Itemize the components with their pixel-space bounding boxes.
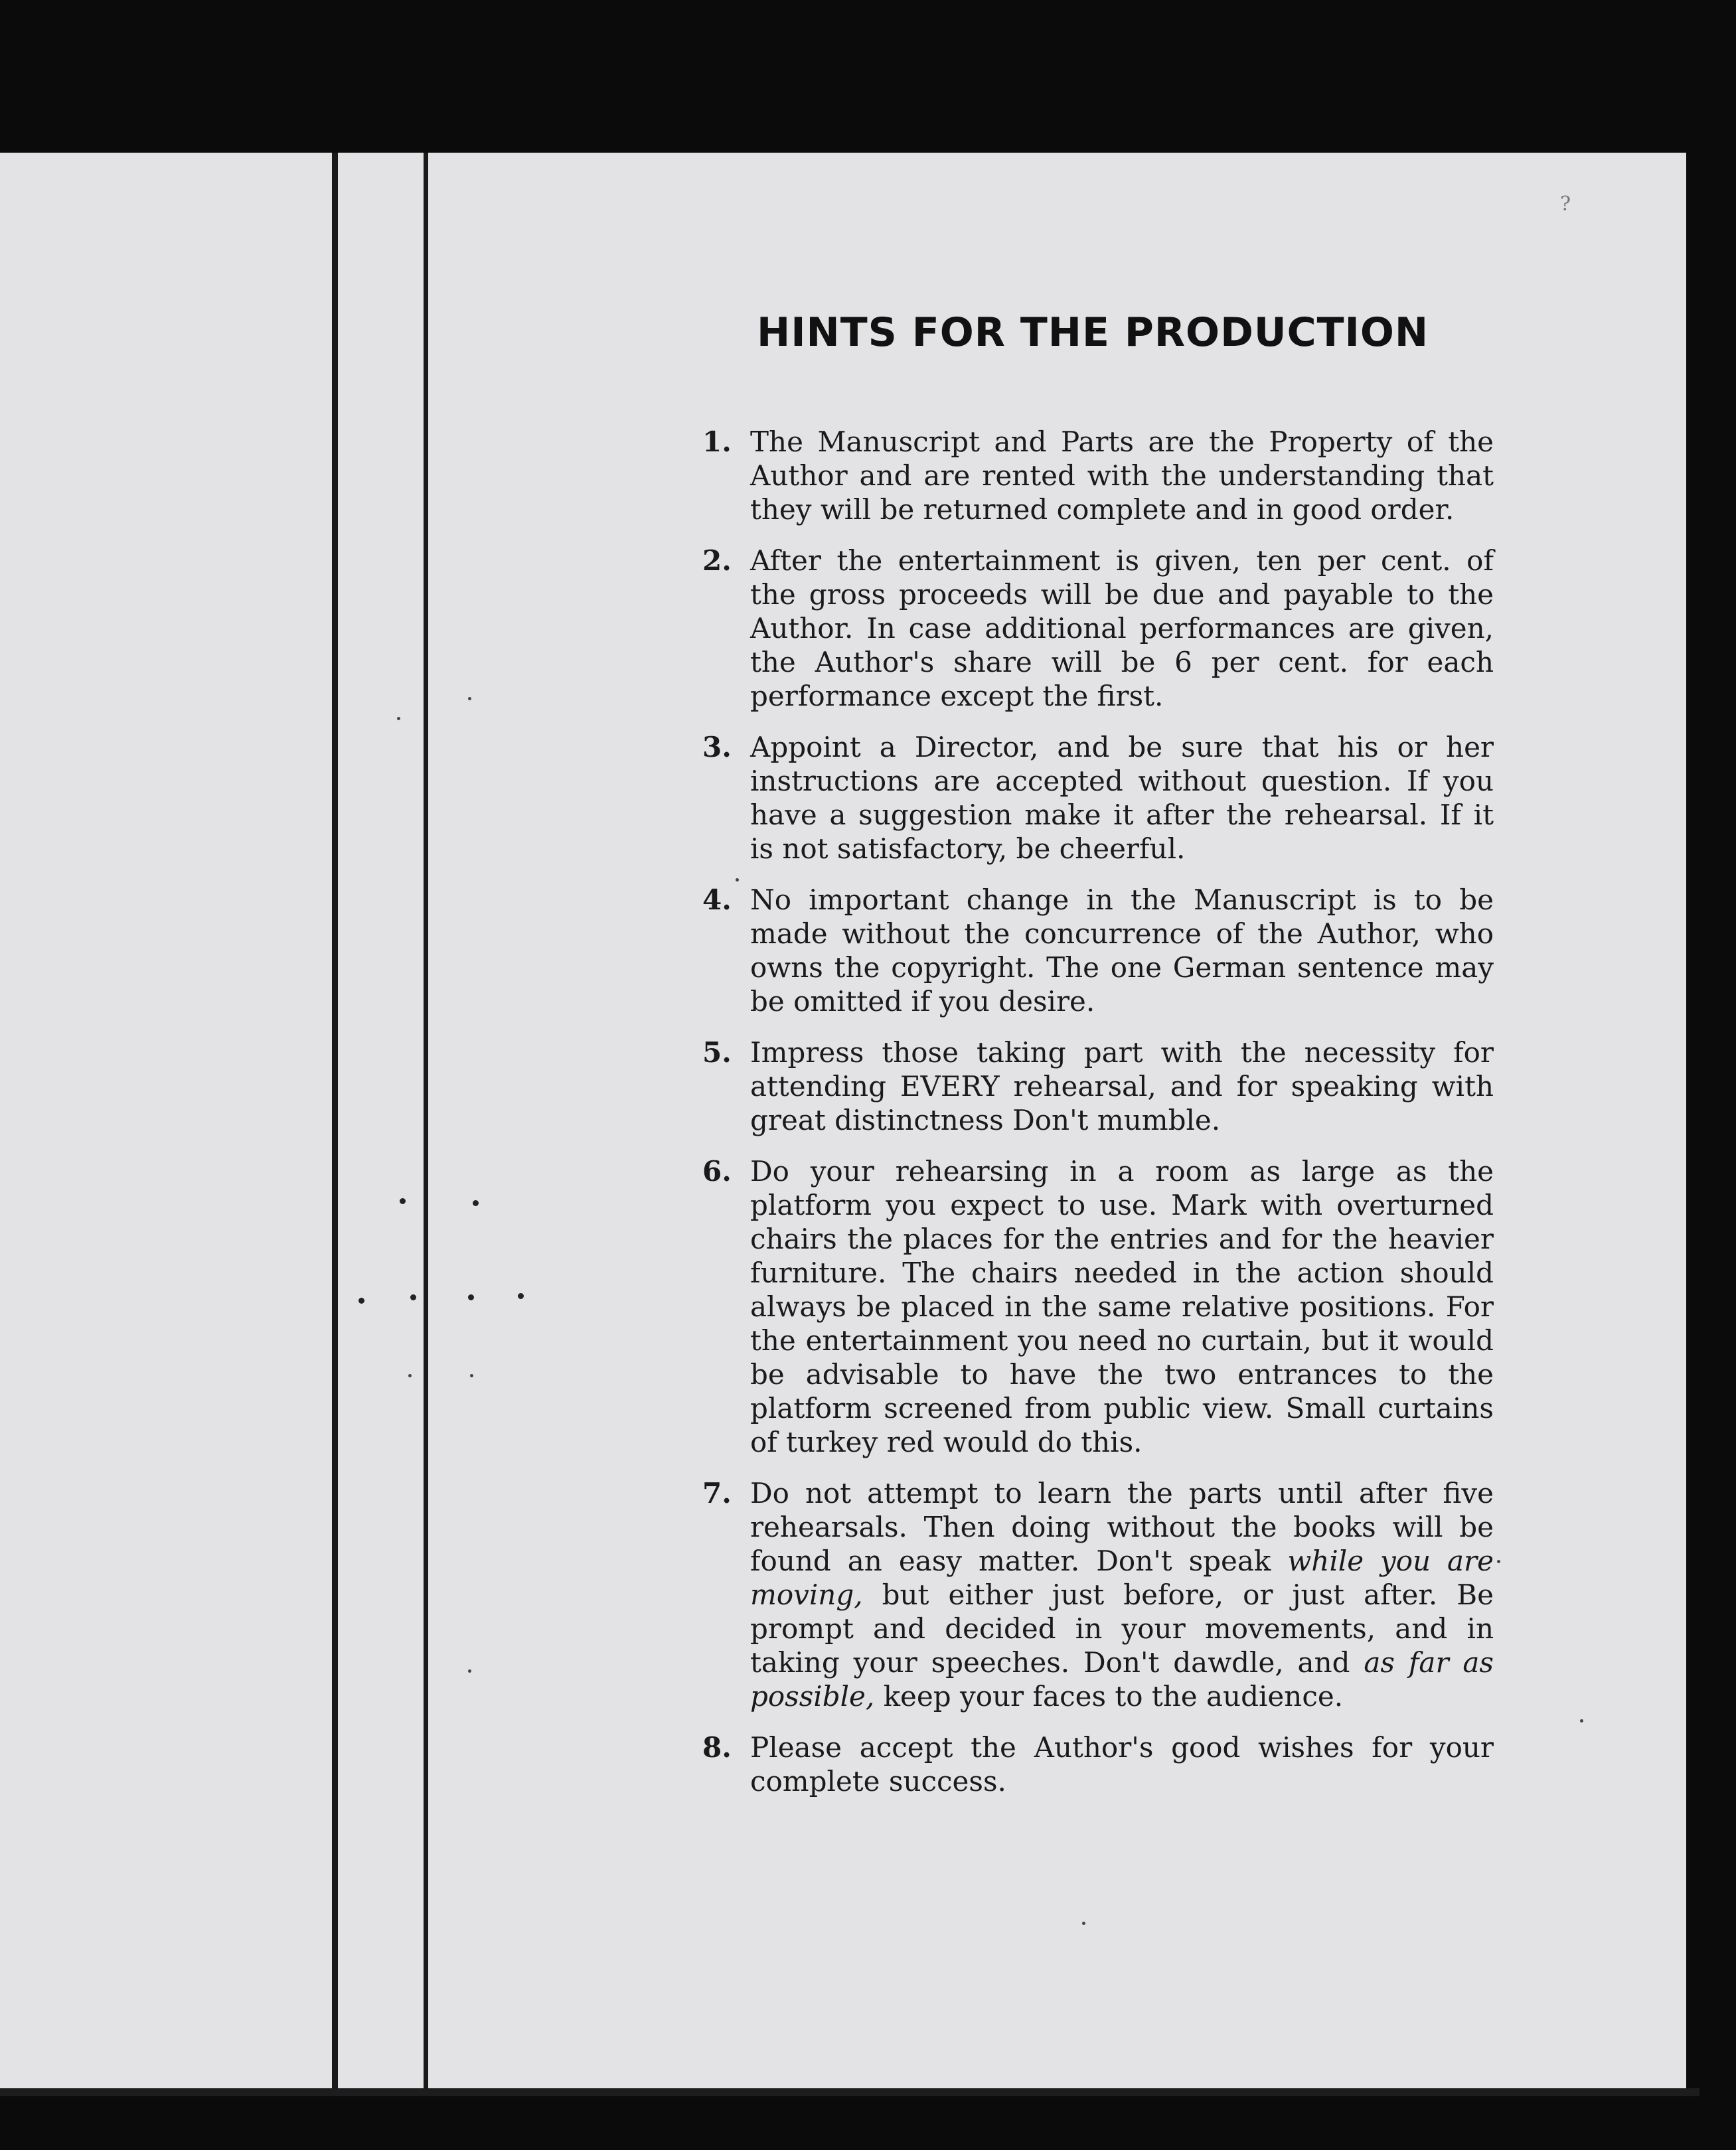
hint-text-part: keep your faces to the audience. — [874, 1680, 1344, 1713]
hint-item — [690, 1476, 1494, 1713]
hint-text: After the entertainment is given, ten per cent. of the gross proceeds will be due and payable to the Author. In case additional performances are given, the Author's share will be 6 per cent. for each performance except the first. — [750, 544, 1494, 712]
scan-speck — [408, 1374, 412, 1377]
hint-item — [690, 544, 1494, 713]
scan-speck — [410, 1294, 416, 1300]
hint-number: 5. — [702, 1036, 732, 1069]
hint-item — [690, 425, 1494, 526]
scan-speck — [1082, 1922, 1085, 1925]
hint-text: Appoint a Director, and be sure that his or her instructions are accepted without question. If you have a suggestion make it after the rehearsal. If it is not satisfactory, be cheerful. — [750, 731, 1494, 865]
scan-speck — [470, 1374, 473, 1377]
hint-number: 3. — [702, 731, 732, 763]
hint-number: 2. — [702, 544, 732, 577]
scan-speck — [468, 1669, 471, 1673]
hint-text: Please accept the Author's good wishes for your complete success. — [750, 1731, 1494, 1798]
hint-text-emphasis: as far as possible, — [750, 1646, 1494, 1713]
hint-number: 7. — [702, 1477, 732, 1509]
hint-number: 8. — [702, 1731, 732, 1764]
paper-bottom-edge — [0, 2088, 1699, 2096]
scan-speck — [1497, 1560, 1500, 1563]
hint-text: Impress those taking part with the necessity for attending EVERY rehearsal, and for speaking with great distinctness Don't mumble. — [750, 1036, 1494, 1136]
scan-speck — [1580, 1719, 1583, 1723]
hint-item — [690, 730, 1494, 866]
scan-speck — [358, 1298, 364, 1304]
hint-item — [690, 883, 1494, 1018]
hint-item — [690, 1730, 1494, 1798]
scan-speck — [518, 1293, 524, 1299]
hint-text — [750, 1477, 1494, 1713]
fold-line-right — [424, 153, 428, 2091]
hint-text-part: but either just before, or just after. Be prompt and decided in your movements, and in taking your speeches. Don't dawdle, and — [750, 1578, 1494, 1679]
page-title: HINTS FOR THE PRODUCTION — [757, 309, 1429, 356]
hint-text-emphasis: while you are moving, — [750, 1545, 1494, 1611]
hint-number: 6. — [702, 1155, 732, 1188]
hint-text: No important change in the Manuscript is to be made without the concurrence of the Author, who owns the copyright. The one German sentence may be omitted if you desire. — [750, 883, 1494, 1018]
hint-text: Do your rehearsing in a room as large as the platform you expect to use. Mark with overturned chairs the places for the entries and for the heavier furniture. The chairs needed in the action should always be placed in the same relative positions. For the entertainment you need no curtain, but it would be advisable to have the two entrances to the platform screened from public view. Small curtains of turkey red would do this. — [750, 1155, 1494, 1458]
scan-speck — [468, 1294, 474, 1300]
hints-list — [690, 425, 1494, 1815]
fold-line-left — [332, 153, 338, 2091]
hint-number: 4. — [702, 883, 732, 916]
scan-speck — [468, 697, 471, 700]
hint-item — [690, 1154, 1494, 1459]
hint-text-part: Do not attempt to learn the parts until after five rehearsals. Then doing without the books will be found an easy matter. Don't speak — [750, 1477, 1494, 1577]
hint-number: 1. — [702, 425, 732, 458]
scan-speck — [400, 1198, 406, 1204]
page-mark: ? — [1560, 192, 1571, 216]
scan-speck — [397, 717, 400, 720]
scan-speck — [473, 1200, 479, 1206]
hint-item — [690, 1036, 1494, 1137]
hint-text: The Manuscript and Parts are the Property of the Author and are rented with the understanding that they will be returned complete and in good order. — [750, 425, 1494, 526]
